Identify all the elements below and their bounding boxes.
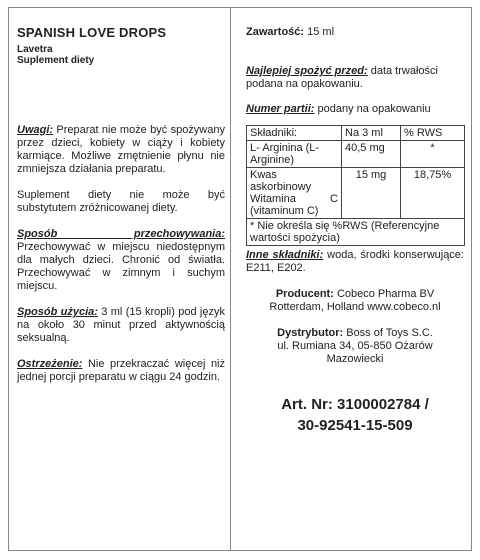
other-ingredients-label: Inne składniki: xyxy=(246,249,324,261)
table-header-cell: % RWS xyxy=(401,126,465,141)
best-before-value: data trwałości podana na opakowaniu. xyxy=(246,65,438,90)
table-header-cell: Na 3 ml xyxy=(342,126,401,141)
producer-label: Producent: xyxy=(275,288,334,300)
other-ingredients-line xyxy=(246,249,464,275)
producer-address: Rotterdam, Holland www.cobeco.nl xyxy=(269,301,441,313)
table-row xyxy=(247,141,465,168)
producer-name: Cobeco Pharma BV xyxy=(333,288,435,300)
ingredient-rws: * xyxy=(401,141,465,168)
diet-note: Suplement diety nie może być substytutem zróżnicowanej diety. xyxy=(17,189,225,214)
warnings-section xyxy=(17,124,225,176)
product-brand: Lavetra xyxy=(17,44,53,55)
distributor-name: Boss of Toys S.C. xyxy=(343,327,433,339)
best-before-line xyxy=(246,65,464,91)
caution-section xyxy=(17,358,225,384)
batch-label: Numer partii: xyxy=(246,103,315,115)
warnings-text: Preparat nie może być spożywany przez dzieci, kobiety w ciąży i kobiety karmiące. Możliwe zmętnienie płynu nie zmniejsza działania preparatu. xyxy=(17,124,225,175)
contents-label: Zawartość: xyxy=(246,26,305,38)
storage-label: Sposób przechowywania: xyxy=(17,228,225,240)
ingredient-amount: 15 mg xyxy=(342,168,401,219)
usage-text: 3 ml (15 kropli) pod język na około 30 minut przed aktywnością seksualną. xyxy=(17,306,225,344)
column-divider xyxy=(230,7,231,551)
warnings-label: Uwagi: xyxy=(17,124,54,136)
ingredient-amount: 40,5 mg xyxy=(342,141,401,168)
distributor-label: Dystrybutor: xyxy=(277,327,344,339)
table-footnote-row xyxy=(247,219,465,246)
distributor-block xyxy=(246,327,464,366)
article-number xyxy=(246,394,464,436)
distributor-address-line1: ul. Rumiana 34, 05-850 Ożarów xyxy=(277,340,433,352)
ingredients-table xyxy=(246,125,465,246)
producer-block xyxy=(246,288,464,314)
table-row xyxy=(247,168,465,219)
article-number-line1: Art. Nr: 3100002784 / xyxy=(281,396,429,413)
ingredient-rws: 18,75% xyxy=(401,168,465,219)
product-name: SPANISH LOVE DROPS xyxy=(17,25,167,40)
best-before-label: Najlepiej spożyć przed: xyxy=(246,65,368,77)
table-header-cell: Składniki: xyxy=(247,126,342,141)
right-column xyxy=(246,24,464,436)
article-number-line2: 30-92541-15-509 xyxy=(297,417,413,434)
other-ingredients-text: woda, środki konserwujące: E211, E202. xyxy=(246,249,464,274)
product-category: Suplement diety xyxy=(17,55,95,66)
table-header-row xyxy=(247,126,465,141)
batch-value: podany na opakowaniu xyxy=(314,103,431,115)
batch-line xyxy=(246,103,464,116)
usage-label: Sposób użycia: xyxy=(17,306,98,318)
ingredient-name: L- Arginina (L-Arginine) xyxy=(247,141,342,168)
caution-text: Nie przekraczać więcej niż jednej porcji preparatu w ciągu 24 godzin. xyxy=(17,358,225,383)
table-footnote: * Nie określa się %RWS (Referencyjne wartości spożycia) xyxy=(247,219,465,246)
ingredient-name: Kwas askorbinowy Witamina C (vitaminum C) xyxy=(247,168,342,219)
usage-section xyxy=(17,306,225,345)
storage-text: Przechowywać w miejscu niedostępnym dla małych dzieci. Chronić od światła. Przechowywać w zimnym i suchym miejscu. xyxy=(17,241,225,292)
storage-section xyxy=(17,228,225,293)
caution-label: Ostrzeżenie: xyxy=(17,358,83,370)
distributor-address-line2: Mazowiecki xyxy=(326,353,384,365)
contents-value: 15 ml xyxy=(304,26,335,38)
contents-line xyxy=(246,26,464,39)
left-column xyxy=(17,24,225,397)
